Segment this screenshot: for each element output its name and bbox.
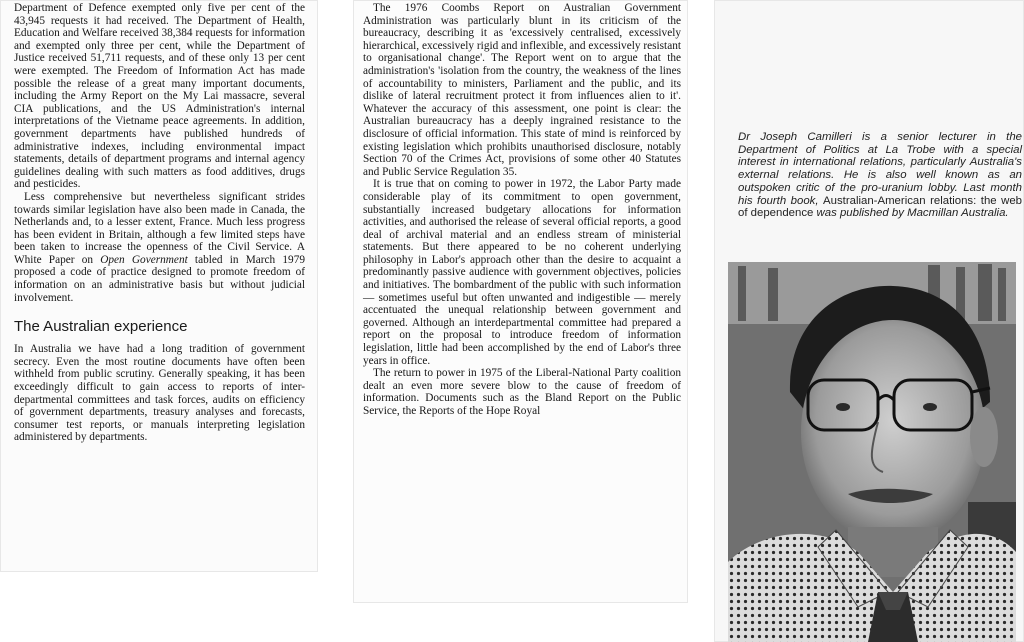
bio-text: Dr Joseph Camilleri is a senior lecturer in the Department of Politics at La Trobe with a special interest in international relations, particularly Australia's external relations. He is also well known as an outspoken critic of the pro-uranium lobby. Last month his fourth book, [738, 131, 1022, 207]
article-column-middle [353, 0, 688, 603]
author-photo [728, 262, 1016, 642]
text-run: tabled in March 1979 proposed a code of practice designed to promote freedom of information on an administrative basis but without judicial involvement. [14, 253, 305, 304]
author-bio [738, 131, 1022, 220]
paragraph [14, 191, 305, 304]
paragraph: The return to power in 1975 of the Liberal-National Party coalition dealt an even more severe blow to the cause of freedom of information. Documents such as the Bland Report on the Public Service, the Reports of the Hope Royal [363, 367, 681, 417]
paragraph: In Australia we have had a long tradition of government secrecy. Even the most routine documents have often been withheld from public scrutiny. Generally speaking, it has been exceedingly difficult to gain access to reports of inter-departmental committees and task forces, audits on efficiency of government departments, treasury analyses and forecasts, consumer test reports, or manuals interpreting legislation administered by departments. [14, 343, 305, 444]
paragraph: It is true that on coming to power in 1972, the Labor Party made considerable play of its commitment to open government, substantially increased budgetary allocations for information activities, and authorised the release of several official reports, a good deal of archival material and an endless stream of ministerial statements. But there appeared to be no coherent underlying philosophy in Labor's approach other than the desire to acquaint a predominantly passive audience with government objectives, policies and initiatives. The bombardment of the public with such information — sometimes useful but often unwanted and indigestible — merely accentuated the unequal relationship between government and governed. Although an interdepartmental committee had prepared a report on the proposal to introduce freedom of information legislation, little had been accomplished by the end of Labor's three years in office. [363, 178, 681, 367]
bio-text: was published by Macmillan Australia. [813, 207, 1009, 220]
paragraph: The 1976 Coombs Report on Australian Government Administration was particularly blunt in its criticism of the bureaucracy, describing it as 'excessively centralised, excessively hierarchical, excessively rigid and inflexible, and excessively resistant to organisational change'. The Report went on to argue that the administration's 'isolation from the country, the weakness of the lines of accountability to ministers, Parliament and the public, and its dislike of lateral recruitment protect it from influences alien to it'. Whatever the accuracy of this assessment, one point is clear: the Australian bureaucracy has a deeply ingrained resistance to the disclosure of official information. This state of mind is reinforced by existing legislation which prohibits unauthorised disclosure, notably Section 70 of the Crimes Act, provisions of some other 40 Statutes and Public Service Regulation 35. [363, 2, 681, 178]
section-heading: The Australian experience [14, 318, 188, 336]
column-text [363, 2, 681, 418]
book-title: Australian-American relations: the web of dependence [738, 194, 1022, 220]
author-column [714, 0, 1024, 642]
italic-title: Open Government [100, 253, 188, 266]
portrait-illustration [728, 262, 1016, 642]
article-column-left [0, 0, 318, 572]
column-text [14, 2, 305, 444]
text-run: Less comprehensive but nevertheless significant strides towards similar legislation have also been made in Canada, the Netherlands and, to a lesser extent, France. Much less progress has been evident in Britain, although a few limited steps have been taken to increase the openness of the Civil Service. A White Paper on [14, 190, 305, 266]
paragraph: Department of Defence exempted only five per cent of the 43,945 requests it had received. The Department of Health, Education and Welfare received 38,384 requests for information and exempted only three per cent, while the Department of Justice received 51,711 requests, and of these only 13 per cent were exempted. The Freedom of Information Act has made possible the release of a great many important documents, including the Army Report on the My Lai massacre, several CIA publications, and the US Administration's internal interpretations of the Vietname peace agreements. In addition, government departments have published hundreds of administrative indexes, including environmental impact statements, details of department programs and internal agency guidelines dealing with such matters as food additives, drugs and pesticides. [14, 2, 305, 191]
